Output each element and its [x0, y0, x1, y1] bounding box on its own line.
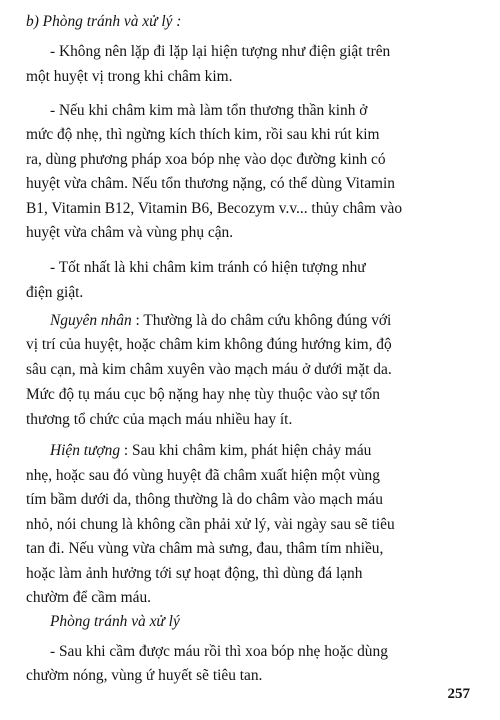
- paragraph-line: - Không nên lặp đi lặp lại hiện tượng như điện giật trên: [50, 43, 391, 60]
- paragraph-line: huyệt vừa châm và vùng phụ cận.: [26, 224, 234, 241]
- paragraph-line: [50, 439, 371, 463]
- paragraph-lead: Nguyên nhân: [50, 312, 132, 329]
- paragraph-line: sâu cạn, mà kim châm xuyên vào mạch máu ở dưới mặt da.: [26, 361, 392, 378]
- paragraph-line: B1, Vitamin B12, Vitamin B6, Becozym v.v... thủy châm vào: [26, 200, 403, 217]
- paragraph-line: điện giật.: [26, 284, 84, 301]
- paragraph-line: hoặc làm ảnh hưởng tới sự hoạt động, thì dùng đá lạnh: [26, 565, 363, 582]
- paragraph-line: ra, dùng phương pháp xoa bóp nhẹ vào dọc đường kinh có: [26, 151, 386, 168]
- paragraph-line: nhỏ, nói chung là không cần phải xử lý, vài ngày sau sẽ tiêu: [26, 516, 395, 533]
- paragraph-line: nhẹ, hoặc sau đó vùng huyệt đã châm xuất hiện một vùng: [26, 467, 380, 484]
- paragraph-line: - Nếu khi châm kim mà làm tổn thương thần kinh ở: [50, 102, 368, 119]
- section-heading: b) Phòng tránh và xử lý :: [26, 13, 182, 30]
- paragraph-line: thương tổ chức của mạch máu nhiều hay ít.: [26, 411, 293, 428]
- paragraph-line: - Tốt nhất là khi châm kim tránh có hiện tượng như: [50, 259, 366, 276]
- paragraph-lead: Hiện tượng: [50, 442, 121, 459]
- paragraph-text: : Sau khi châm kim, phát hiện chảy máu: [120, 442, 372, 459]
- paragraph-line: chườm để cầm máu.: [26, 589, 152, 606]
- section-heading: Phòng tránh và xử lý: [50, 613, 180, 630]
- paragraph-line: [50, 309, 391, 333]
- paragraph-text: : Thường là do châm cứu không đúng với: [131, 312, 392, 329]
- paragraph-line: tan đi. Nếu vùng vừa châm mà sưng, đau, thâm tím nhiều,: [26, 540, 384, 557]
- paragraph-line: huyệt vừa châm. Nếu tổn thương nặng, có thể dùng Vitamin: [26, 175, 395, 192]
- paragraph-line: - Sau khi cầm được máu rồi thì xoa bóp nhẹ hoặc dùng: [50, 643, 388, 660]
- paragraph-line: chườm nóng, vùng ứ huyết sẽ tiêu tan.: [26, 667, 263, 684]
- paragraph-line: tím bầm dưới da, thông thường là do châm vào mạch máu: [26, 491, 383, 508]
- paragraph-line: vị trí của huyệt, hoặc châm kim không đúng hướng kim, độ: [26, 336, 392, 353]
- page-number: 257: [447, 686, 470, 702]
- paragraph-line: mức độ nhẹ, thì ngừng kích thích kim, rồi sau khi rút kim: [26, 126, 380, 143]
- paragraph-line: một huyệt vị trong khi châm kim.: [26, 68, 233, 85]
- paragraph-line: Mức độ tụ máu cục bộ nặng hay nhẹ tùy thuộc vào sự tổn: [26, 386, 380, 403]
